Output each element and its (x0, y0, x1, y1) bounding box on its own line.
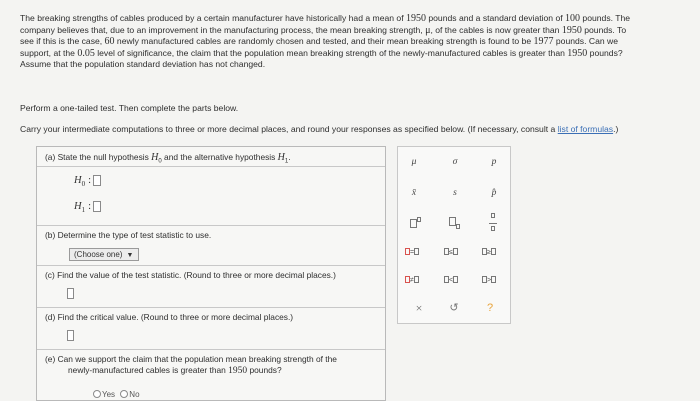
superscript-icon (410, 219, 417, 228)
superscript-small-box (417, 217, 421, 222)
fraction-bar (489, 223, 497, 224)
symbol-palette (397, 146, 511, 324)
instruction-rounding: Carry your intermediate computations to three or more decimal places, and round your responses as specified below. (If necessary, consult a list of formulas.) (20, 124, 619, 134)
instruction-one-tailed: Perform a one-tailed test. Then complete the parts below. (20, 103, 239, 113)
part-e-title-line1: (e) Can we support the claim that the population mean breaking strength of the (45, 354, 337, 364)
not-equal-button[interactable]: ≠ (405, 275, 419, 287)
ne-right-box (414, 276, 419, 283)
part-d-title: (d) Find the critical value. (Round to three or more decimal places.) (45, 312, 294, 322)
subscript-small-box (456, 224, 460, 229)
answer-panel (36, 146, 386, 401)
fraction-denominator (491, 226, 495, 231)
xbar-button[interactable]: x̄ (411, 188, 417, 198)
mu-button[interactable]: μ (411, 157, 417, 167)
part-a-title: (a) State the null hypothesis $H_0$ and the alternative hypothesis $H_1$. (45, 152, 291, 165)
clear-icon[interactable]: × (415, 301, 423, 315)
gt-right-box (491, 276, 496, 283)
critical-value-input[interactable] (67, 330, 74, 341)
part-d-section (37, 307, 385, 349)
problem-line-5: Assume that the population standard deviation has not changed. (20, 59, 266, 70)
phat-button[interactable]: p̂ (491, 188, 497, 198)
part-e-title-line2: newly-manufactured cables is greater than 1950 pounds? (68, 365, 282, 376)
lt-right-box (453, 276, 458, 283)
radio-no[interactable] (120, 390, 128, 398)
test-statistic-select[interactable]: (Choose one) ▼ (69, 248, 139, 261)
greater-than-button[interactable]: > (482, 275, 496, 287)
h0-input[interactable] (93, 175, 101, 186)
radio-yes[interactable] (93, 390, 101, 398)
ge-right-box (491, 248, 496, 255)
h1-row: $H_1$ : (74, 201, 101, 214)
fraction-button[interactable] (488, 213, 498, 225)
support-claim-radio-group (93, 390, 140, 399)
chevron-down-icon: ▼ (126, 252, 134, 259)
equals-button[interactable]: = (405, 247, 419, 259)
formulas-link[interactable]: list of formulas (557, 124, 614, 134)
subscript-icon (449, 217, 456, 226)
radio-no-label: No (129, 390, 140, 399)
part-b-title: (b) Determine the type of test statistic to use. (45, 230, 212, 240)
s-button[interactable]: s (453, 188, 457, 198)
test-statistic-input[interactable] (67, 288, 74, 299)
problem-line-2: company believes that, due to an improvement in the manufacturing process, the mean breaking strength, μ, of the cables is now greater than 1950 pounds. To (20, 24, 627, 36)
radio-yes-label: Yes (102, 390, 116, 399)
help-icon[interactable]: ? (486, 302, 494, 314)
problem-line-1: The breaking strengths of cables produced by a certain manufacturer have historically had a mean of 1950 pounds and a standard deviation of 100 pounds. The (20, 13, 631, 24)
superscript-button[interactable] (410, 217, 421, 229)
part-a-section (37, 147, 385, 225)
h1-input[interactable] (93, 201, 101, 212)
le-right-box (453, 248, 458, 255)
sigma-button[interactable]: σ (452, 157, 458, 167)
undo-icon[interactable]: ↺ (449, 302, 459, 314)
part-b-section (37, 225, 385, 265)
greater-equal-button[interactable]: ≥ (482, 247, 496, 259)
less-equal-button[interactable]: ≤ (444, 247, 458, 259)
fraction-icon (491, 213, 495, 218)
part-a-header (37, 147, 385, 167)
problem-statement (20, 13, 688, 71)
eq-right-box (414, 248, 419, 255)
p-button[interactable]: p (491, 157, 497, 167)
problem-line-3: see if this is the case, 60 newly manufactured cables are randomly chosen and tested, and their mean breaking strength is found to be 1977 pounds. Can we (20, 36, 619, 48)
h0-row: $H_0$ : (74, 175, 101, 188)
part-c-title: (c) Find the value of the test statistic. (Round to three or more decimal places.) (45, 270, 336, 280)
part-c-section (37, 265, 385, 307)
part-e-section (37, 349, 385, 401)
subscript-button[interactable] (449, 217, 460, 229)
problem-line-4: support, at the 0.05 level of significance, the claim that the population mean breaking strength of the newly-manufactured cables is greater than 1950 pounds? (20, 47, 623, 59)
less-than-button[interactable]: < (444, 275, 458, 287)
